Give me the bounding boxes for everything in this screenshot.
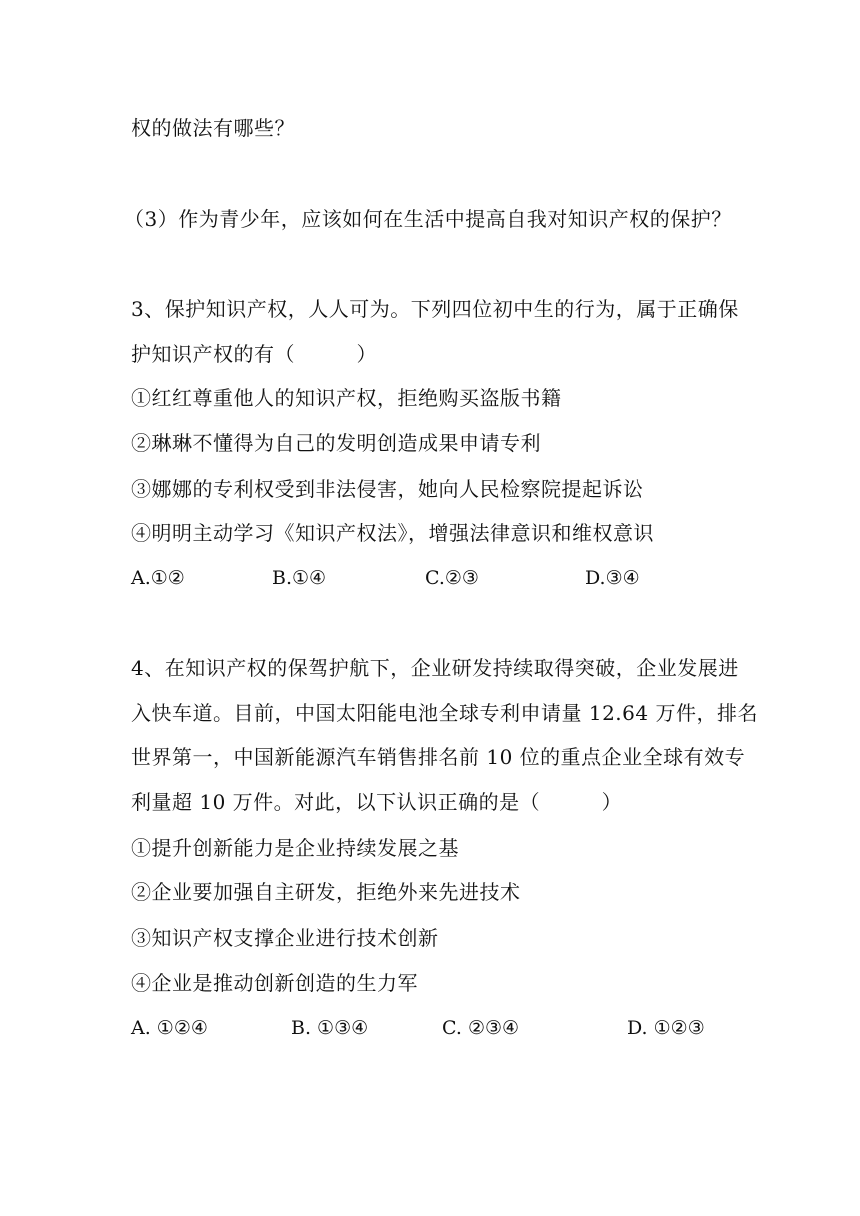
question-3-item-4: ④明明主动学习《知识产权法》，增强法律意识和维权意识 [131,521,654,545]
question-3-stem-line-2: 护知识产权的有（ ） [131,342,377,366]
question-4-stem-line-4: 利量超 10 万件。对此，以下认识正确的是（ ） [131,790,623,814]
question-3-option-d[interactable]: D.③④ [585,567,640,589]
question-3-stem-line-1: 3、保护知识产权，人人可为。下列四位初中生的行为，属于正确保 [131,297,739,321]
question-4-item-3: ③知识产权支撑企业进行技术创新 [131,926,439,950]
question-4-stem-line-1: 4、在知识产权的保驾护航下，企业研发持续取得突破，企业发展进 [131,656,739,680]
question-3-option-b[interactable]: B.①④ [272,567,327,589]
question-4-options [131,1016,771,1040]
question-4-item-1: ①提升创新能力是企业持续发展之基 [131,836,459,860]
sub-question-3: （3）作为青少年，应该如何在生活中提高自我对知识产权的保护？ [124,207,732,231]
question-4-item-2: ②企业要加强自主研发，拒绝外来先进技术 [131,880,521,904]
question-4-option-c[interactable]: C. ②③④ [442,1017,520,1039]
question-3-option-a[interactable]: A.①② [131,567,185,589]
question-4-stem-line-3: 世界第一，中国新能源汽车销售排名前 10 位的重点企业全球有效专 [131,745,746,769]
question-4-option-b[interactable]: B. ①③④ [291,1017,369,1039]
question-3-options [131,566,771,590]
question-4-stem-line-2: 入快车道。目前，中国太阳能电池全球专利申请量 12.64 万件，排名 [131,701,758,725]
question-4-item-4: ④企业是推动创新创造的生力军 [131,971,418,995]
question-3-option-c[interactable]: C.②③ [425,567,479,589]
question-4-option-d[interactable]: D. ①②③ [627,1017,705,1039]
question-4-option-a[interactable]: A. ①②④ [131,1017,208,1039]
continuation-line: 权的做法有哪些？ [131,116,295,140]
question-3-item-1: ①红红尊重他人的知识产权，拒绝购买盗版书籍 [131,386,562,410]
question-3-item-2: ②琳琳不懂得为自己的发明创造成果申请专利 [131,431,541,455]
question-3-item-3: ③娜娜的专利权受到非法侵害，她向人民检察院提起诉讼 [131,477,644,501]
